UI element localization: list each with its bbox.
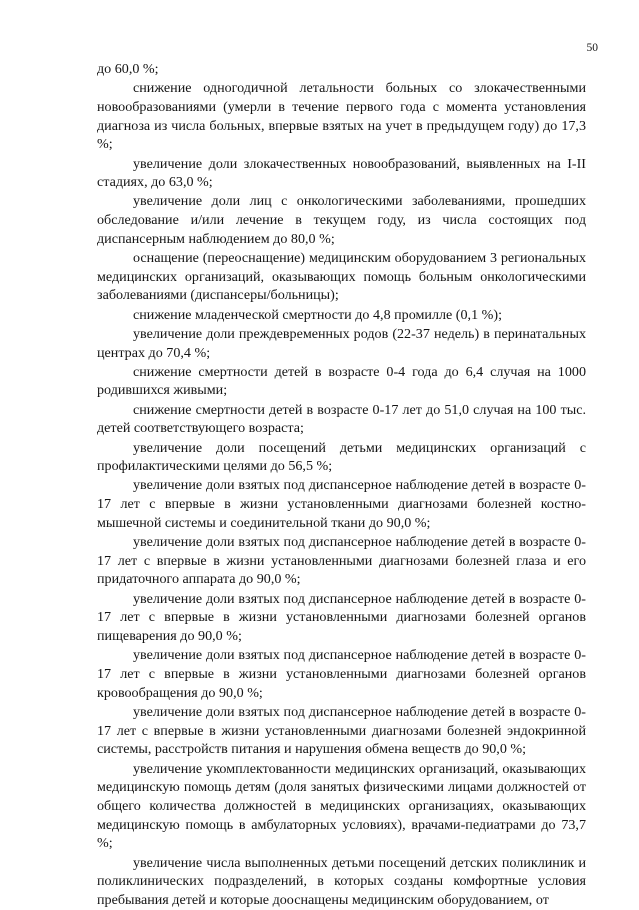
paragraph: увеличение доли лиц с онкологическими заболеваниями, прошедших обследование и/или лечение в текущем году, из числа состоящих под диспансерным наблюдением до 80,0 %; xyxy=(97,193,586,247)
page-number: 50 xyxy=(586,42,598,54)
paragraph: увеличение доли посещений детьми медицинских организаций с профилактическими целями до 56,5 %; xyxy=(97,439,586,475)
paragraph: увеличение доли взятых под диспансерное наблюдение детей в возрасте 0-17 лет с впервые в жизни установленными диагнозами болезней органов кровообращения до 90,0 %; xyxy=(97,647,586,701)
paragraph: увеличение укомплектованности медицинских организаций, оказывающих медицинскую помощь детям (доля занятых физическими лицами должностей от общего количества должностей в медицинских организациях, оказывающих медицинскую помощь в амбулаторных условиях), врачами-педиатрами до 73,7 %; xyxy=(97,760,586,852)
paragraph: увеличение доли злокачественных новообразований, выявленных на I-II стадиях, до 63,0 %; xyxy=(97,155,586,191)
paragraph: увеличение доли преждевременных родов (22-37 недель) в перинатальных центрах до 70,4 %; xyxy=(97,325,586,361)
paragraph: увеличение числа выполненных детьми посещений детских поликлиник и поликлинических подразделений, в которых созданы комфортные условия пребывания детей и которые дооснащены медицинским оборудованием, от xyxy=(97,854,586,908)
body-text xyxy=(97,60,586,910)
paragraph: увеличение доли взятых под диспансерное наблюдение детей в возрасте 0-17 лет с впервые в жизни установленными диагнозами болезней костно-мышечной системы и соединительной ткани до 90,0 %; xyxy=(97,477,586,531)
paragraph: снижение младенческой смертности до 4,8 промилле (0,1 %); xyxy=(133,306,502,323)
paragraph: оснащение (переоснащение) медицинским оборудованием 3 региональных медицинских организаций, оказывающих помощь больным онкологическими заболеваниями (диспансеры/больницы); xyxy=(97,250,586,304)
paragraph: увеличение доли взятых под диспансерное наблюдение детей в возрасте 0-17 лет с впервые в жизни установленными диагнозами болезней органов пищеварения до 90,0 %; xyxy=(97,590,586,645)
paragraph: снижение смертности детей в возрасте 0-17 лет до 51,0 случая на 100 тыс. детей соответствующего возраста; xyxy=(97,401,586,437)
paragraph: снижение смертности детей в возрасте 0-4 года до 6,4 случая на 1000 родившихся живыми; xyxy=(97,363,586,399)
paragraph: увеличение доли взятых под диспансерное наблюдение детей в возрасте 0-17 лет с впервые в жизни установленными диагнозами болезней эндокринной системы, расстройств питания и нарушения обмена веществ до 90,0 %; xyxy=(97,703,586,758)
paragraph: снижение одногодичной летальности больных со злокачественными новообразованиями (умерли в течение первого года с момента установления диагноза из числа больных, впервые взятых на учет в предыдущем году) до 17,3 %; xyxy=(97,80,586,153)
paragraph: увеличение доли взятых под диспансерное наблюдение детей в возрасте 0-17 лет с впервые в жизни установленными диагнозами болезней глаза и его придаточного аппарата до 90,0 %; xyxy=(97,534,586,588)
paragraph: до 60,0 %; xyxy=(97,61,159,77)
